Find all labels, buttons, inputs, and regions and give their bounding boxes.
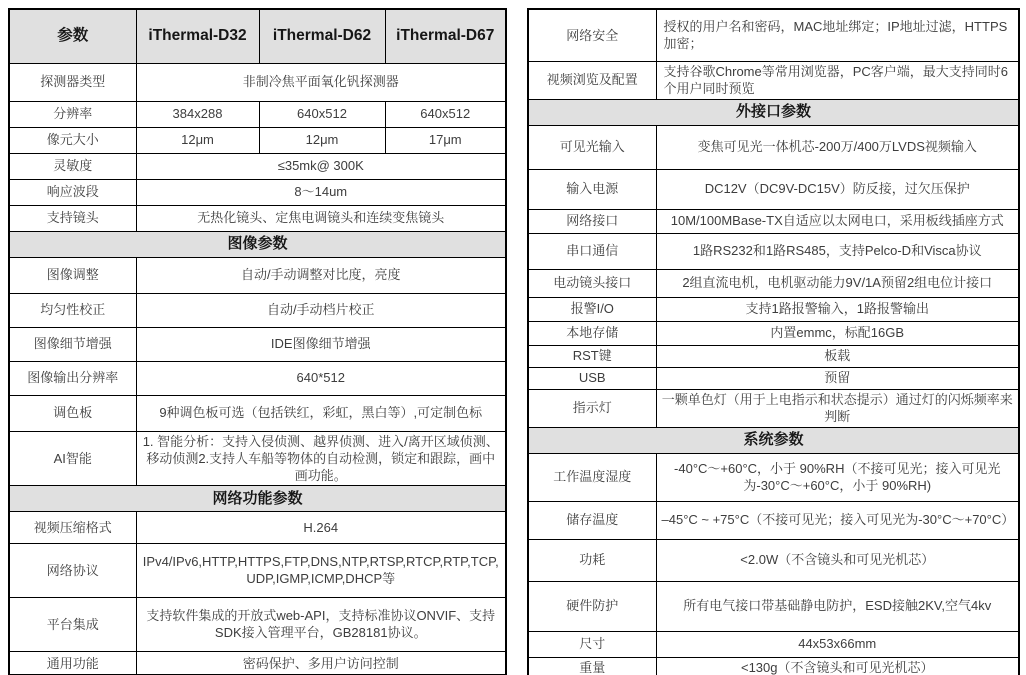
param-name-cell: 网络接口 xyxy=(528,209,656,233)
param-name-cell: 通用功能 xyxy=(9,651,136,675)
section-header-row xyxy=(9,231,506,257)
param-value-cell: <2.0W（不含镜头和可见光机芯） xyxy=(656,539,1019,581)
spec-row xyxy=(9,153,506,179)
param-value-cell: 1. 智能分析：支持入侵侦测、越界侦测、进入/离开区域侦测、移动侦测2.支持人车船等物体的自动检测，锁定和跟踪，画中画功能。 xyxy=(136,431,506,485)
param-name-cell: 响应波段 xyxy=(9,179,136,205)
spec-row xyxy=(528,539,1019,581)
spec-row xyxy=(528,581,1019,631)
spec-row xyxy=(528,297,1019,321)
param-value-cell: DC12V（DC9V-DC15V）防反接，过欠压保护 xyxy=(656,169,1019,209)
column-header-cell: iThermal-D67 xyxy=(385,9,506,63)
param-value-cell: 9种调色板可选（包括铁红，彩虹，黑白等）,可定制色标 xyxy=(136,395,506,431)
section-title-cell: 网络功能参数 xyxy=(9,485,506,511)
param-value-cell: 自动/手动档片校正 xyxy=(136,293,506,327)
spec-row xyxy=(528,233,1019,269)
spec-row xyxy=(528,657,1019,675)
section-title-cell: 系统参数 xyxy=(528,427,1019,453)
section-header-row xyxy=(528,427,1019,453)
param-name-cell: 储存温度 xyxy=(528,501,656,539)
param-name-cell: 图像输出分辨率 xyxy=(9,361,136,395)
param-value-cell: 支持软件集成的开放式web-API，支持标准协议ONVIF、支持SDK接入管理平台，GB28181协议。 xyxy=(136,597,506,651)
spec-row xyxy=(528,125,1019,169)
param-name-cell: 功耗 xyxy=(528,539,656,581)
spec-row xyxy=(9,651,506,675)
param-name-cell: 图像调整 xyxy=(9,257,136,293)
param-value-cell: 640x512 xyxy=(385,101,506,127)
param-name-cell: USB xyxy=(528,367,656,389)
section-title-cell: 外接口参数 xyxy=(528,99,1019,125)
param-value-cell: 支持谷歌Chrome等常用浏览器，PC客户端，最大支持同时6个用户同时预览 xyxy=(656,61,1019,99)
table-header-row xyxy=(9,9,506,63)
spec-row xyxy=(528,389,1019,427)
spec-row xyxy=(9,431,506,485)
spec-row xyxy=(9,101,506,127)
param-name-cell: 视频浏览及配置 xyxy=(528,61,656,99)
param-name-cell: 可见光输入 xyxy=(528,125,656,169)
param-value-cell: 内置emmc，标配16GB xyxy=(656,321,1019,345)
param-name-cell: 网络协议 xyxy=(9,543,136,597)
param-name-cell: 本地存储 xyxy=(528,321,656,345)
spec-table-right xyxy=(527,8,1020,675)
param-name-cell: 灵敏度 xyxy=(9,153,136,179)
spec-table-left xyxy=(8,8,507,675)
spec-table-left-body xyxy=(9,9,506,675)
spec-row xyxy=(9,361,506,395)
param-name-cell: 工作温度湿度 xyxy=(528,453,656,501)
param-value-cell: –45°C ~ +75°C（不接可见光；接入可见光为-30°C～+70°C） xyxy=(656,501,1019,539)
spec-row xyxy=(9,543,506,597)
param-value-cell: 预留 xyxy=(656,367,1019,389)
spec-row xyxy=(9,63,506,101)
param-value-cell: 17μm xyxy=(385,127,506,153)
param-name-cell: 报警I/O xyxy=(528,297,656,321)
param-name-cell: AI智能 xyxy=(9,431,136,485)
param-value-cell: 变焦可见光一体机芯-200万/400万LVDS视频输入 xyxy=(656,125,1019,169)
param-value-cell: IPv4/IPv6,HTTP,HTTPS,FTP,DNS,NTP,RTSP,RTCP,RTP,TCP,UDP,IGMP,ICMP,DHCP等 xyxy=(136,543,506,597)
spec-row xyxy=(9,205,506,231)
param-name-cell: 图像细节增强 xyxy=(9,327,136,361)
spec-row xyxy=(528,169,1019,209)
param-value-cell: 授权的用户名和密码，MAC地址绑定；IP地址过滤，HTTPS加密； xyxy=(656,9,1019,61)
param-value-cell: 自动/手动调整对比度，亮度 xyxy=(136,257,506,293)
spec-row xyxy=(9,293,506,327)
param-value-cell: H.264 xyxy=(136,511,506,543)
param-name-cell: 网络安全 xyxy=(528,9,656,61)
spec-row xyxy=(9,179,506,205)
param-value-cell: <130g（不含镜头和可见光机芯） xyxy=(656,657,1019,675)
spec-row xyxy=(9,327,506,361)
param-name-cell: 硬件防护 xyxy=(528,581,656,631)
param-value-cell: 1路RS232和1路RS485，支持Pelco-D和Visca协议 xyxy=(656,233,1019,269)
param-value-cell: 384x288 xyxy=(136,101,259,127)
param-name-cell: 调色板 xyxy=(9,395,136,431)
param-value-cell: 640*512 xyxy=(136,361,506,395)
param-value-cell: 8～14um xyxy=(136,179,506,205)
param-value-cell: IDE图像细节增强 xyxy=(136,327,506,361)
section-header-row xyxy=(528,99,1019,125)
param-value-cell: 2组直流电机，电机驱动能力9V/1A预留2组电位计接口 xyxy=(656,269,1019,297)
param-name-cell: 串口通信 xyxy=(528,233,656,269)
param-name-cell: RST键 xyxy=(528,345,656,367)
spec-row xyxy=(9,257,506,293)
param-value-cell: -40°C～+60°C，小于 90%RH（不接可见光；接入可见光为-30°C～+60°C，小于 90%RH) xyxy=(656,453,1019,501)
param-name-cell: 平台集成 xyxy=(9,597,136,651)
param-value-cell: 640x512 xyxy=(259,101,385,127)
section-header-row xyxy=(9,485,506,511)
param-name-cell: 输入电源 xyxy=(528,169,656,209)
param-value-cell: 12μm xyxy=(259,127,385,153)
spec-row xyxy=(9,395,506,431)
spec-row xyxy=(528,9,1019,61)
spec-table-right-body xyxy=(528,9,1019,675)
param-name-cell: 视频压缩格式 xyxy=(9,511,136,543)
spec-row xyxy=(528,269,1019,297)
param-value-cell: 密码保护、多用户访问控制 xyxy=(136,651,506,675)
spec-row xyxy=(528,61,1019,99)
spec-row xyxy=(528,209,1019,233)
param-value-cell: 支持1路报警输入，1路报警输出 xyxy=(656,297,1019,321)
param-name-cell: 探测器类型 xyxy=(9,63,136,101)
column-header-cell: iThermal-D62 xyxy=(259,9,385,63)
param-name-cell: 电动镜头接口 xyxy=(528,269,656,297)
column-header-cell: 参数 xyxy=(9,9,136,63)
param-name-cell: 均匀性校正 xyxy=(9,293,136,327)
section-title-cell: 图像参数 xyxy=(9,231,506,257)
spec-row xyxy=(528,631,1019,657)
param-name-cell: 尺寸 xyxy=(528,631,656,657)
param-name-cell: 指示灯 xyxy=(528,389,656,427)
param-value-cell: 板载 xyxy=(656,345,1019,367)
param-value-cell: 所有电气接口带基础静电防护，ESD接触2KV,空气4kv xyxy=(656,581,1019,631)
param-name-cell: 重量 xyxy=(528,657,656,675)
spec-row xyxy=(9,127,506,153)
spec-row xyxy=(9,511,506,543)
param-value-cell: ≤35mk@ 300K xyxy=(136,153,506,179)
param-value-cell: 一颗单色灯（用于上电指示和状态提示）通过灯的闪烁频率来判断 xyxy=(656,389,1019,427)
param-value-cell: 10M/100MBase-TX自适应以太网电口，采用板线插座方式 xyxy=(656,209,1019,233)
param-value-cell: 非制冷焦平面氧化钒探测器 xyxy=(136,63,506,101)
column-header-cell: iThermal-D32 xyxy=(136,9,259,63)
spec-row xyxy=(528,321,1019,345)
param-value-cell: 无热化镜头、定焦电调镜头和连续变焦镜头 xyxy=(136,205,506,231)
spec-row xyxy=(528,367,1019,389)
param-name-cell: 支持镜头 xyxy=(9,205,136,231)
spec-row xyxy=(528,501,1019,539)
spec-row xyxy=(9,597,506,651)
spec-row xyxy=(528,345,1019,367)
param-value-cell: 12μm xyxy=(136,127,259,153)
spec-row xyxy=(528,453,1019,501)
param-name-cell: 分辨率 xyxy=(9,101,136,127)
param-value-cell: 44x53x66mm xyxy=(656,631,1019,657)
param-name-cell: 像元大小 xyxy=(9,127,136,153)
